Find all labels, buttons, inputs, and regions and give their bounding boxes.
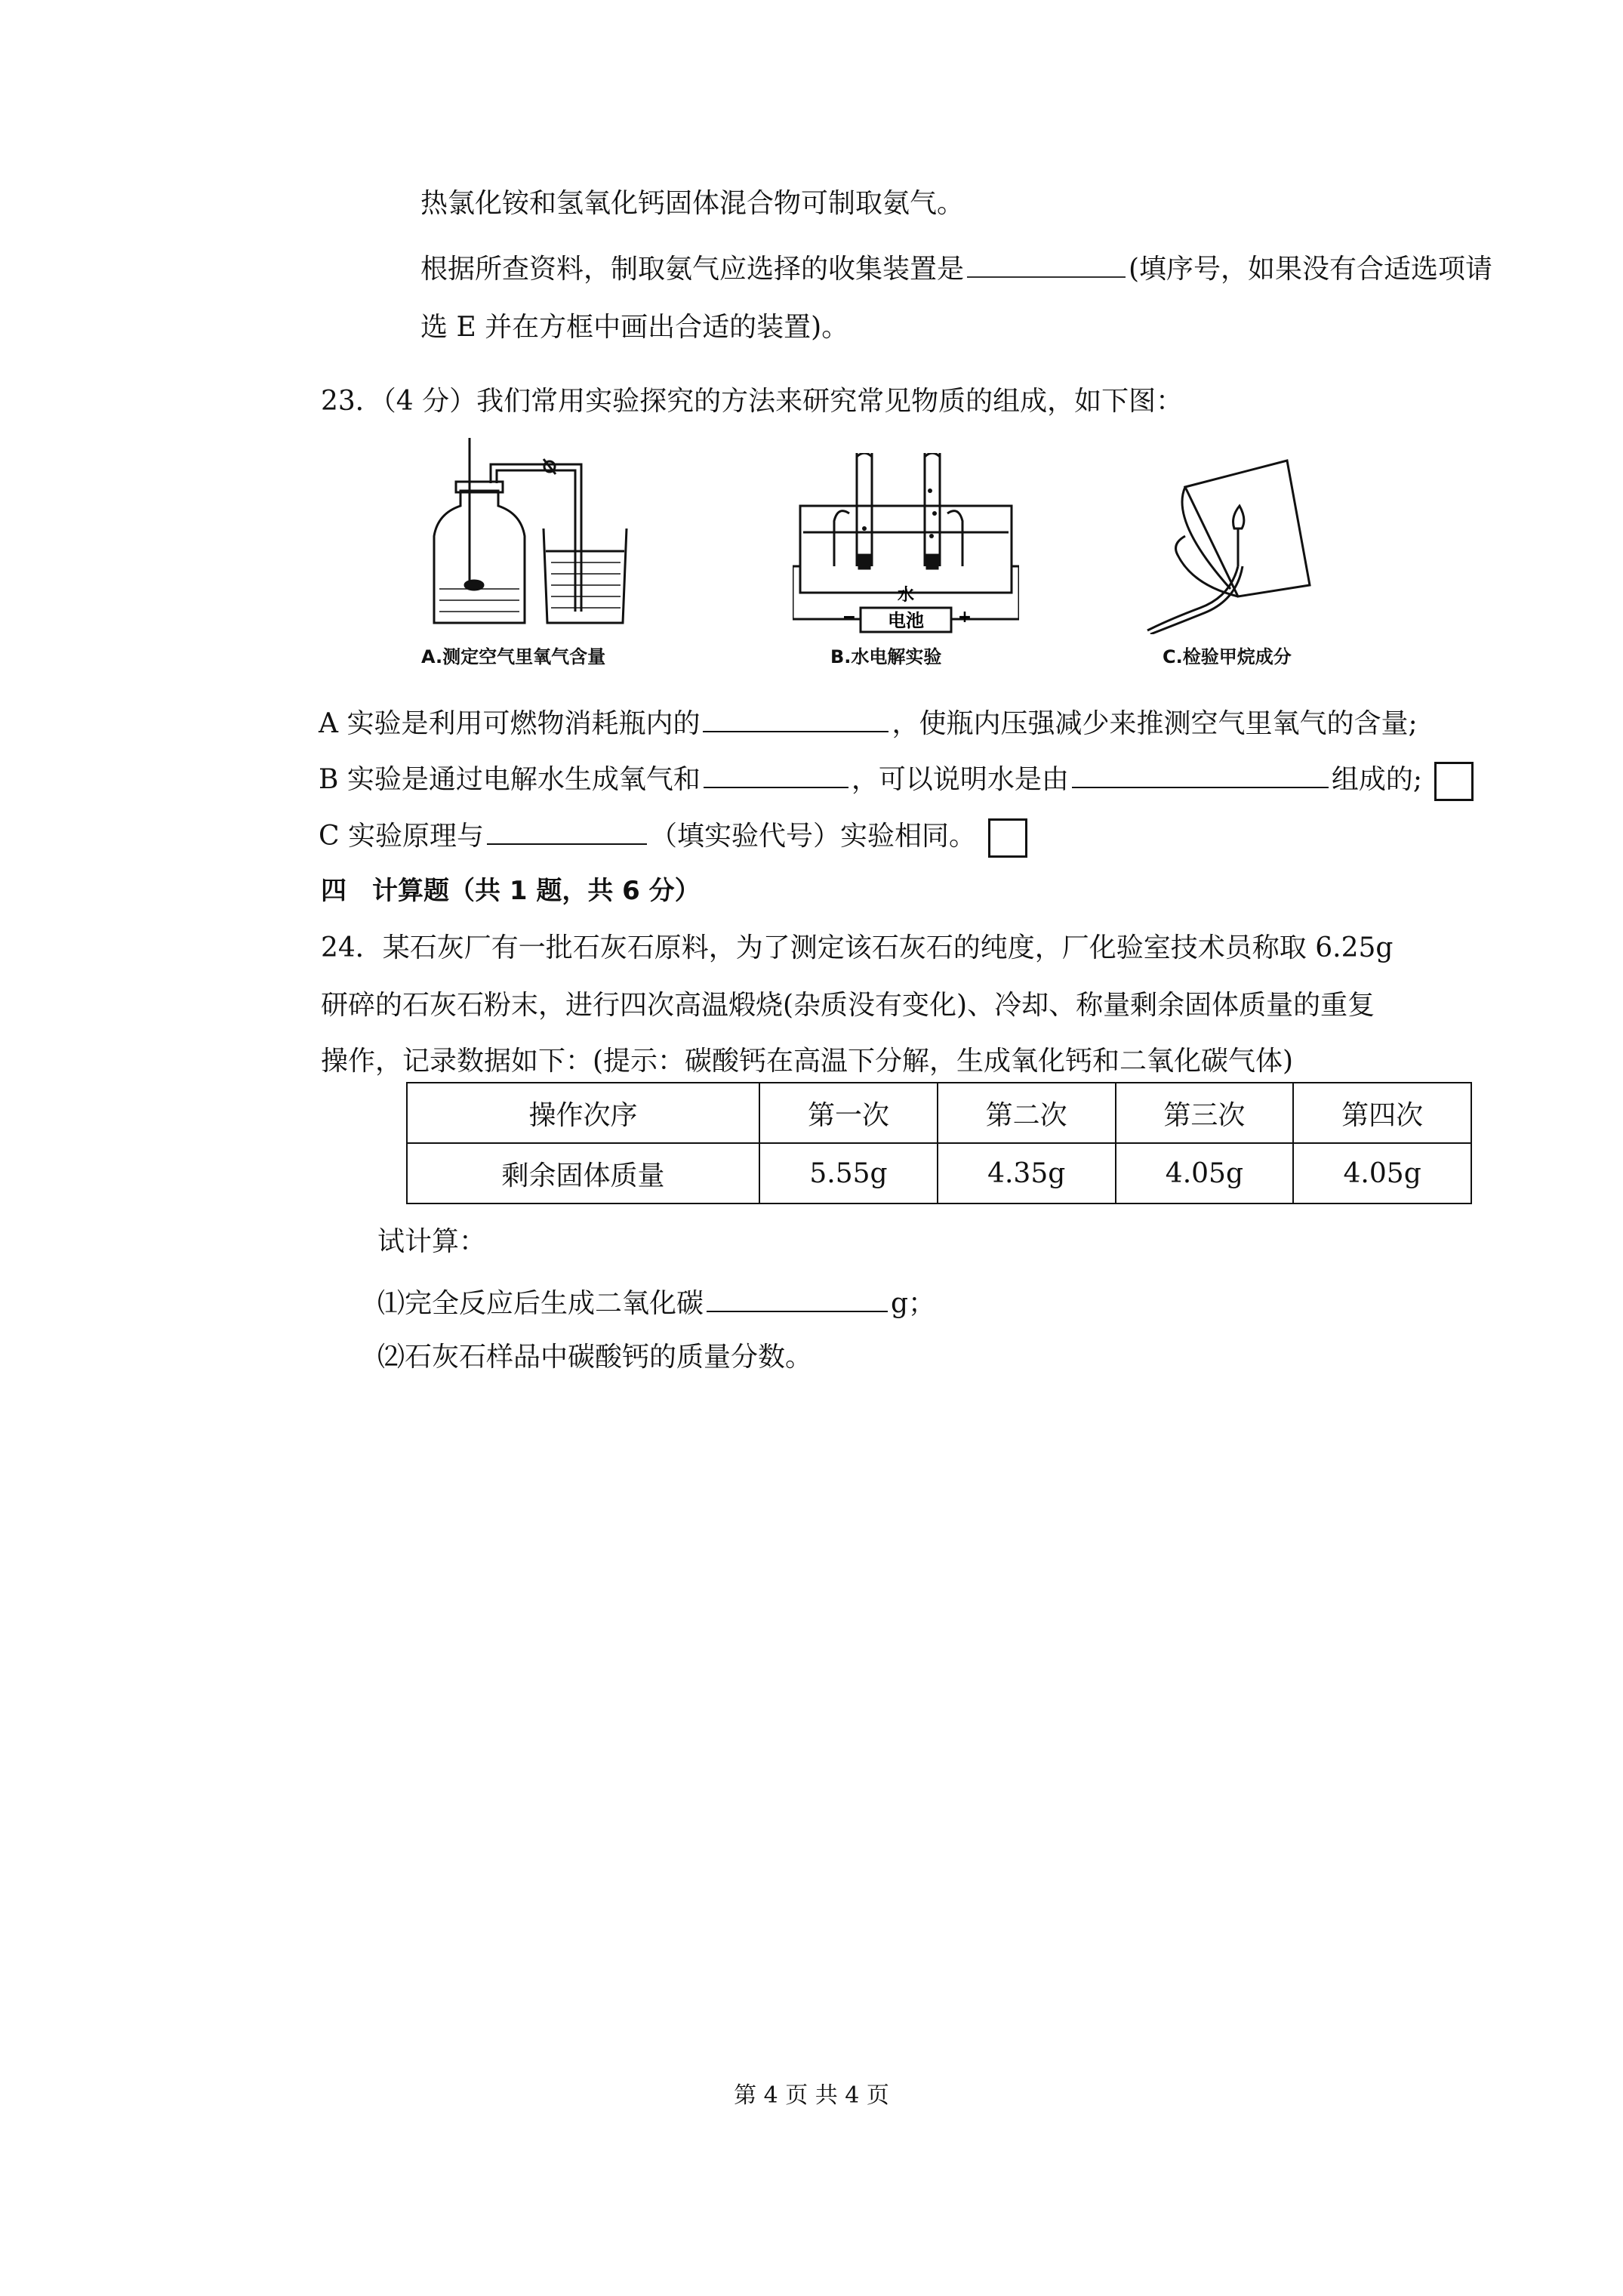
score-box-c[interactable] (988, 818, 1027, 858)
table-header-cell: 第三次 (1116, 1083, 1294, 1143)
figure-b-water-label: 水 (897, 586, 915, 605)
figure-b-minus-label: − (842, 608, 857, 627)
line-b-part1: B 实验是通过电解水生成氧气和 (319, 764, 701, 795)
answer-blank-c[interactable] (487, 818, 647, 845)
line-a (319, 705, 1418, 739)
score-box-b[interactable] (1434, 762, 1474, 801)
answer-blank-co2[interactable] (707, 1285, 888, 1312)
figure-a-apparatus (423, 438, 694, 634)
answer-blank-b1[interactable] (704, 761, 848, 788)
table-cell: 4.35g (938, 1143, 1116, 1203)
text-line-3: 选 E 并在方框中画出合适的装置)。 (420, 312, 849, 343)
figure-b-plus-label: + (957, 608, 972, 627)
text-line-2 (420, 251, 1492, 285)
sub-question-1-unit: g； (891, 1288, 936, 1319)
line-c-part1: C 实验原理与 (319, 821, 484, 852)
question-24-line2: 研碎的石灰石粉末，进行四次高温煅烧(杂质没有变化)、冷却、称量剩余固体质量的重复 (321, 990, 1375, 1021)
table-cell: 4.05g (1293, 1143, 1471, 1203)
table-header-cell: 操作次序 (407, 1083, 759, 1143)
data-table (406, 1082, 1472, 1204)
question-24-line3: 操作，记录数据如下：(提示：碳酸钙在高温下分解，生成氧化钙和二氧化碳气体) (321, 1046, 1294, 1077)
answer-blank-collect[interactable] (967, 251, 1126, 278)
sub-question-2: ⑵石灰石样品中碳酸钙的质量分数。 (377, 1342, 813, 1373)
table-cell: 4.05g (1116, 1143, 1294, 1203)
answer-blank-b2[interactable] (1072, 761, 1329, 788)
line-c-part2: （填实验代号）实验相同。 (650, 821, 977, 852)
figure-c-caption: C.检验甲烷成分 (1163, 646, 1292, 667)
line-a-part2: ，使瓶内压强减少来推测空气里氧气的含量; (892, 708, 1418, 739)
section-4-heading: 四 计算题（共 1 题，共 6 分） (321, 876, 701, 906)
text-line-2b: (填序号，如果没有合适选项请 (1129, 254, 1493, 285)
table-cell: 5.55g (759, 1143, 938, 1203)
line-b-part3: 组成的; (1331, 764, 1423, 795)
sub-question-1-text: ⑴完全反应后生成二氧化碳 (377, 1288, 704, 1319)
table-row (407, 1143, 1471, 1203)
question-24-line1: 24．某石灰厂有一批石灰石原料，为了测定该石灰石的纯度，厂化验室技术员称取 6.25g (321, 932, 1394, 963)
figure-b-apparatus (793, 453, 1019, 634)
page-footer: 第 4 页 共 4 页 (734, 2082, 889, 2109)
line-b-part2: ，可以说明水是由 (851, 764, 1069, 795)
table-header-cell: 第四次 (1293, 1083, 1471, 1143)
answer-blank-a[interactable] (703, 705, 888, 732)
table-header-cell: 第二次 (938, 1083, 1116, 1143)
text-line-1: 热氯化铵和氢氧化钙固体混合物可制取氨气。 (420, 188, 965, 219)
figure-a-caption: A.测定空气里氧气含量 (421, 646, 606, 667)
sub-question-1 (377, 1285, 935, 1319)
figure-c-apparatus (1132, 453, 1329, 634)
question-23: 23．（4 分）我们常用实验探究的方法来研究常见物质的组成，如下图： (321, 386, 1184, 417)
text-line-2a: 根据所查资料，制取氨气应选择的收集装置是 (420, 254, 965, 285)
try-calc: 试计算： (377, 1226, 487, 1257)
table-row-label: 剩余固体质量 (407, 1143, 759, 1203)
figure-b-battery-label: 电池 (888, 610, 924, 631)
line-b (319, 761, 1474, 801)
figure-b-caption: B.水电解实验 (830, 646, 942, 667)
line-c (319, 818, 1027, 858)
table-header-row (407, 1083, 1471, 1143)
table-header-cell: 第一次 (759, 1083, 938, 1143)
line-a-part1: A 实验是利用可燃物消耗瓶内的 (319, 708, 701, 739)
